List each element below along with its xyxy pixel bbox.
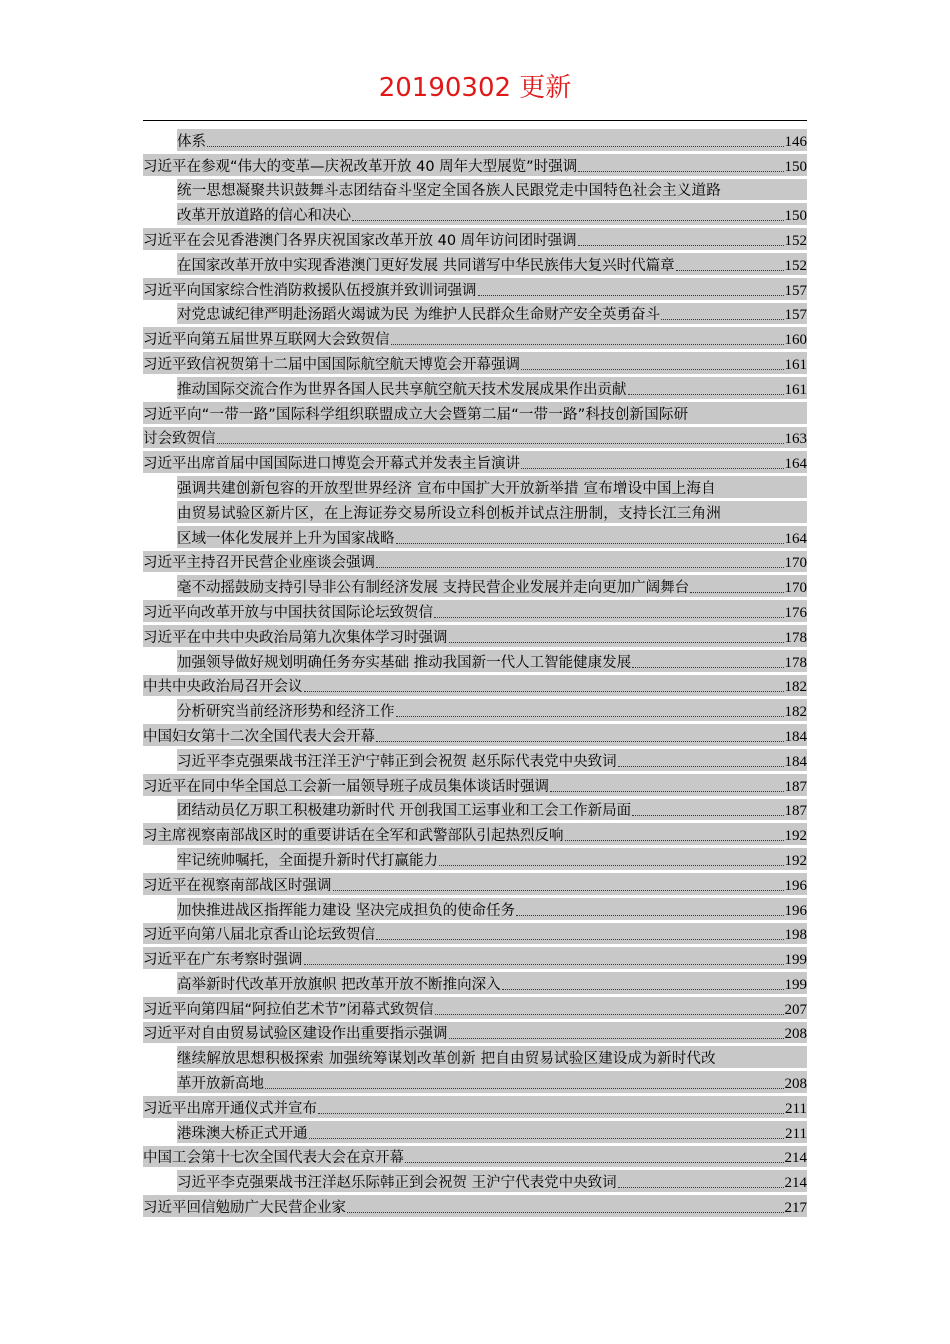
- toc-entry-text: 中国妇女第十二次全国代表大会开幕: [143, 728, 375, 745]
- toc-entry[interactable]: [143, 128, 807, 153]
- toc-entry-text: 由贸易试验区新片区，在上海证券交易所设立科创板并试点注册制，支持长江三角洲: [177, 505, 721, 522]
- toc-entry[interactable]: [143, 872, 807, 897]
- toc-entry-wrapped-line: [143, 1045, 807, 1070]
- toc-entry-text: 团结动员亿万职工积极建功新时代 开创我国工运事业和工会工作新局面: [177, 803, 632, 820]
- toc-entry[interactable]: [143, 897, 807, 922]
- toc-entry-text: 习近平回信勉励广大民营企业家: [143, 1200, 346, 1217]
- title-divider: [143, 120, 807, 121]
- toc-entry-text: 讨会致贺信: [143, 431, 216, 448]
- toc-entry[interactable]: [143, 550, 807, 575]
- toc-page-number: 160: [784, 332, 807, 349]
- toc-page-number: 196: [784, 877, 807, 894]
- dot-leader: [521, 468, 784, 469]
- toc-page-number: 157: [784, 307, 807, 324]
- toc-page-number: 207: [784, 1001, 807, 1018]
- toc-page-number: 217: [784, 1200, 807, 1217]
- toc-entry[interactable]: [143, 153, 807, 178]
- toc-page-number: 208: [784, 1026, 807, 1043]
- table-of-contents: [143, 128, 807, 1219]
- toc-entry-text: 习近平向改革开放与中国扶贫国际论坛致贺信: [143, 604, 433, 621]
- dot-leader: [396, 543, 784, 544]
- dot-leader: [516, 915, 783, 916]
- toc-page-number: 182: [784, 679, 807, 696]
- toc-entry-text: 对党忠诚纪律严明赴汤蹈火竭诚为民 为维护人民群众生命财产安全英勇奋斗: [177, 307, 661, 324]
- toc-entry[interactable]: [143, 698, 807, 723]
- toc-entry[interactable]: [143, 202, 807, 227]
- toc-page-number: 157: [784, 282, 807, 299]
- toc-entry-text: 高举新时代改革开放旗帜 把改革开放不断推向深入: [177, 976, 501, 993]
- toc-entry-text: 分析研究当前经济形势和经济工作: [177, 704, 395, 721]
- toc-entry[interactable]: [143, 599, 807, 624]
- toc-entry[interactable]: [143, 1070, 807, 1095]
- dot-leader: [207, 146, 784, 147]
- toc-entry[interactable]: [143, 1021, 807, 1046]
- toc-page-number: 184: [784, 728, 807, 745]
- toc-entry-text: 习近平在参观“伟大的变革—庆祝改革开放 40 周年大型展览”时强调: [143, 158, 578, 175]
- toc-entry-text: 习近平致信祝贺第十二届中国国际航空航天博览会开幕强调: [143, 356, 520, 373]
- toc-entry[interactable]: [143, 1194, 807, 1219]
- dot-leader: [618, 766, 784, 767]
- toc-page-number: 150: [784, 158, 807, 175]
- toc-page-number: 182: [784, 704, 807, 721]
- toc-entry[interactable]: [143, 649, 807, 674]
- toc-entry-text: 习近平李克强栗战书汪洋王沪宁韩正到会祝贺 赵乐际代表党中央致词: [177, 753, 617, 770]
- toc-entry-text: 在国家改革开放中实现香港澳门更好发展 共同谱写中华民族伟大复兴时代篇章: [177, 257, 675, 274]
- toc-entry-text: 加强领导做好规划明确任务夯实基础 推动我国新一代人工智能健康发展: [177, 654, 632, 671]
- toc-page-number: 208: [784, 1076, 807, 1093]
- toc-entry-text: 改革开放道路的信心和决心: [177, 208, 351, 225]
- toc-entry-text: 习近平对自由贸易试验区建设作出重要指示强调: [143, 1026, 448, 1043]
- dot-leader: [661, 319, 783, 320]
- toc-page-number: 164: [784, 530, 807, 547]
- toc-entry[interactable]: [143, 798, 807, 823]
- toc-entry-wrapped-line: [143, 475, 807, 500]
- dot-leader: [318, 1113, 784, 1114]
- toc-entry[interactable]: [143, 376, 807, 401]
- toc-page-number: 198: [784, 927, 807, 944]
- toc-entry[interactable]: [143, 773, 807, 798]
- toc-page-number: 170: [784, 555, 807, 572]
- dot-leader: [304, 964, 784, 965]
- toc-entry[interactable]: [143, 326, 807, 351]
- dot-leader: [628, 394, 784, 395]
- dot-leader: [449, 1038, 784, 1039]
- toc-page-number: 214: [784, 1175, 807, 1192]
- toc-entry[interactable]: [143, 748, 807, 773]
- toc-entry[interactable]: [143, 277, 807, 302]
- dot-leader: [391, 344, 784, 345]
- dot-leader: [690, 592, 783, 593]
- dot-leader: [352, 220, 784, 221]
- toc-entry[interactable]: [143, 227, 807, 252]
- toc-entry-text: 习近平在中共中央政治局第九次集体学习时强调: [143, 629, 448, 646]
- toc-entry[interactable]: [143, 1145, 807, 1170]
- toc-entry-text: 习近平向“一带一路”国际科学组织联盟成立大会暨第二届“一带一路”科技创新国际研: [143, 406, 689, 423]
- dot-leader: [521, 369, 784, 370]
- dot-leader: [676, 270, 784, 271]
- toc-entry-text: 习近平向国家综合性消防救援队伍授旗并致训词强调: [143, 282, 477, 299]
- dot-leader: [550, 791, 784, 792]
- dot-leader: [396, 716, 784, 717]
- toc-entry-text: 毫不动摇鼓励支持引导非公有制经济发展 支持民营企业发展并走向更加广阔舞台: [177, 580, 690, 597]
- toc-page-number: 152: [784, 232, 807, 249]
- toc-entry[interactable]: [143, 1095, 807, 1120]
- dot-leader: [578, 245, 784, 246]
- toc-entry[interactable]: [143, 525, 807, 550]
- toc-entry[interactable]: [143, 723, 807, 748]
- dot-leader: [632, 815, 783, 816]
- toc-entry[interactable]: [143, 946, 807, 971]
- toc-page-number: 163: [784, 431, 807, 448]
- toc-page-number: 161: [784, 381, 807, 398]
- toc-entry[interactable]: [143, 971, 807, 996]
- toc-page-number: 192: [784, 852, 807, 869]
- dot-leader: [405, 1162, 784, 1163]
- toc-entry-text: 中国工会第十七次全国代表大会在京开幕: [143, 1150, 404, 1167]
- toc-entry[interactable]: [143, 252, 807, 277]
- dot-leader: [439, 865, 784, 866]
- dot-leader: [502, 989, 784, 990]
- toc-page-number: 170: [784, 580, 807, 597]
- toc-entry-text: 加快推进战区指挥能力建设 坚决完成担负的使命任务: [177, 902, 516, 919]
- toc-entry-text: 习近平出席首届中国国际进口博览会开幕式并发表主旨演讲: [143, 456, 520, 473]
- toc-entry[interactable]: [143, 922, 807, 947]
- toc-entry-wrapped-line: [143, 178, 807, 203]
- dot-leader: [376, 567, 784, 568]
- toc-entry-text: 继续解放思想积极探索 加强统筹谋划改革创新 把自由贸易试验区建设成为新时代改: [177, 1051, 716, 1068]
- toc-page-number: 187: [784, 803, 807, 820]
- toc-page-number: 199: [784, 952, 807, 969]
- toc-entry-text: 革开放新高地: [177, 1076, 264, 1093]
- toc-entry-text: 习主席视察南部战区时的重要讲话在全军和武警部队引起热烈反响: [143, 828, 564, 845]
- toc-entry-text: 推动国际交流合作为世界各国人民共享航空航天技术发展成果作出贡献: [177, 381, 627, 398]
- toc-entry-wrapped-line: [143, 401, 807, 426]
- dot-leader: [618, 1187, 784, 1188]
- dot-leader: [217, 443, 784, 444]
- toc-page-number: 184: [784, 753, 807, 770]
- dot-leader: [265, 1088, 784, 1089]
- dot-leader: [632, 667, 783, 668]
- dot-leader: [578, 171, 783, 172]
- dot-leader: [347, 1212, 784, 1213]
- toc-page-number: 152: [784, 257, 807, 274]
- toc-entry[interactable]: [143, 624, 807, 649]
- toc-entry-text: 习近平主持召开民营企业座谈会强调: [143, 555, 375, 572]
- toc-page-number: 146: [784, 133, 807, 150]
- toc-entry-text: 习近平向第四届“阿拉伯艺术节”闭幕式致贺信: [143, 1001, 434, 1018]
- toc-entry[interactable]: [143, 996, 807, 1021]
- toc-page-number: 199: [784, 976, 807, 993]
- toc-entry[interactable]: [143, 847, 807, 872]
- toc-page-number: 150: [784, 208, 807, 225]
- toc-entry[interactable]: [143, 574, 807, 599]
- toc-page-number: 211: [785, 1125, 807, 1142]
- toc-entry-text: 中共中央政治局召开会议: [143, 679, 303, 696]
- toc-entry-text: 体系: [177, 133, 206, 150]
- toc-entry[interactable]: [143, 426, 807, 451]
- page-title: 20190302 更新: [378, 73, 572, 103]
- dot-leader: [333, 890, 784, 891]
- toc-entry[interactable]: [143, 822, 807, 847]
- toc-entry[interactable]: [143, 302, 807, 327]
- toc-entry-wrapped-line: [143, 500, 807, 525]
- toc-page-number: 192: [784, 828, 807, 845]
- toc-entry-text: 区域一体化发展并上升为国家战略: [177, 530, 395, 547]
- toc-page-number: 176: [784, 604, 807, 621]
- toc-page-number: 211: [785, 1100, 807, 1117]
- toc-entry-text: 习近平向第八届北京香山论坛致贺信: [143, 927, 375, 944]
- toc-page-number: 161: [784, 356, 807, 373]
- toc-entry[interactable]: [143, 674, 807, 699]
- dot-leader: [449, 642, 784, 643]
- toc-entry-text: 习近平在视察南部战区时强调: [143, 877, 332, 894]
- toc-entry[interactable]: [143, 351, 807, 376]
- toc-entry-text: 港珠澳大桥正式开通: [177, 1125, 308, 1142]
- toc-entry-text: 强调共建创新包容的开放型世界经济 宣布中国扩大开放新举措 宣布增设中国上海自: [177, 480, 716, 497]
- dot-leader: [478, 295, 784, 296]
- dot-leader: [435, 1014, 784, 1015]
- toc-entry[interactable]: [143, 1169, 807, 1194]
- dot-leader: [434, 617, 784, 618]
- toc-entry-text: 习近平向第五届世界互联网大会致贺信: [143, 332, 390, 349]
- toc-entry-text: 习近平在广东考察时强调: [143, 952, 303, 969]
- dot-leader: [376, 939, 784, 940]
- toc-page-number: 178: [784, 629, 807, 646]
- toc-page-number: 178: [784, 654, 807, 671]
- toc-entry-text: 牢记统帅嘱托，全面提升新时代打赢能力: [177, 852, 438, 869]
- dot-leader: [376, 741, 784, 742]
- toc-entry-text: 习近平在会见香港澳门各界庆祝国家改革开放 40 周年访问团时强调: [143, 232, 577, 249]
- toc-entry-text: 习近平出席开通仪式并宣布: [143, 1100, 317, 1117]
- toc-page-number: 164: [784, 456, 807, 473]
- toc-entry[interactable]: [143, 1120, 807, 1145]
- toc-entry-text: 习近平在同中华全国总工会新一届领导班子成员集体谈话时强调: [143, 778, 549, 795]
- dot-leader: [309, 1138, 785, 1139]
- dot-leader: [565, 840, 784, 841]
- toc-page-number: 196: [784, 902, 807, 919]
- toc-entry-text: 统一思想凝聚共识鼓舞斗志团结奋斗坚定全国各族人民跟党走中国特色社会主义道路: [177, 183, 721, 200]
- dot-leader: [304, 691, 784, 692]
- toc-entry-text: 习近平李克强栗战书汪洋赵乐际韩正到会祝贺 王沪宁代表党中央致词: [177, 1175, 617, 1192]
- toc-page-number: 214: [784, 1150, 807, 1167]
- toc-entry[interactable]: [143, 450, 807, 475]
- toc-page-number: 187: [784, 778, 807, 795]
